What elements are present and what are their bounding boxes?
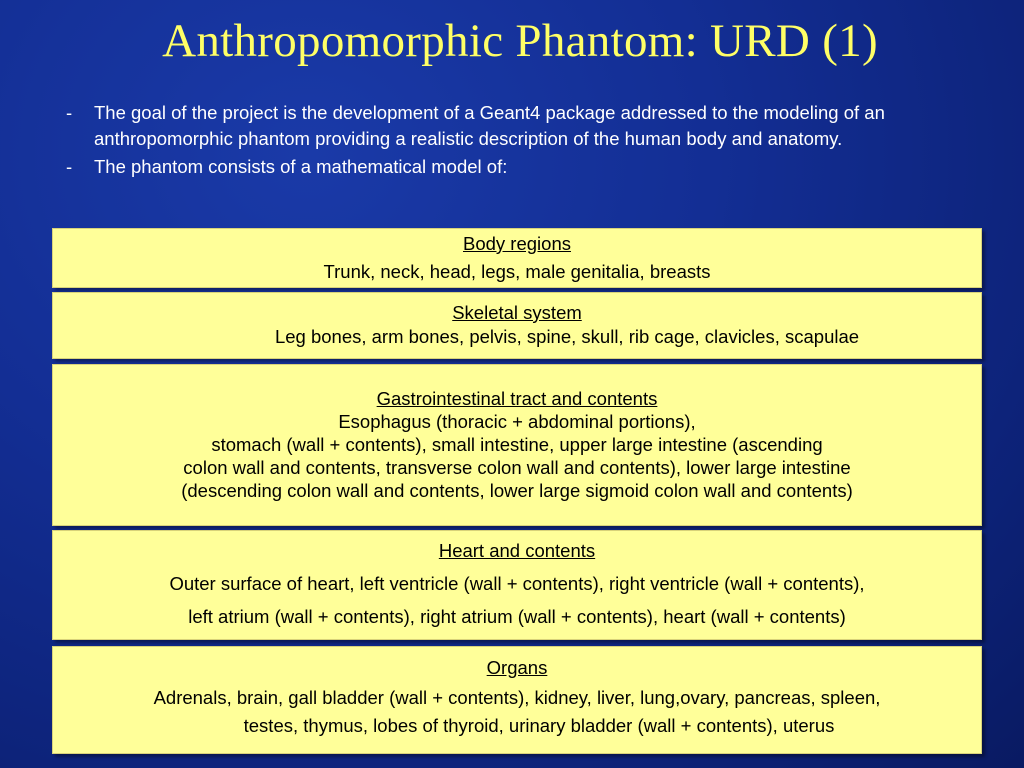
box-heading: Skeletal system xyxy=(452,302,582,323)
box-line: Esophagus (thoracic + abdominal portions), xyxy=(338,411,696,432)
bullet-item xyxy=(66,100,990,152)
box-heading: Body regions xyxy=(463,233,571,254)
bullet-text: The goal of the project is the development of a Geant4 package addressed to the modeling of an anthropomorphic phantom providing a realistic description of the human body and anatomy. xyxy=(94,102,885,149)
box-line: colon wall and contents, transverse colon wall and contents), lower large intestine xyxy=(183,457,851,478)
body-regions-box xyxy=(52,228,982,288)
box-line: Trunk, neck, head, legs, male genitalia, breasts xyxy=(323,261,711,282)
box-line: Leg bones, arm bones, pelvis, spine, skull, rib cage, clavicles, scapulae xyxy=(274,326,860,347)
box-line: testes, thymus, lobes of thyroid, urinary bladder (wall + contents), uterus xyxy=(243,715,835,736)
box-line: Outer surface of heart, left ventricle (wall + contents), right ventricle (wall + contents), xyxy=(169,573,865,594)
bullet-text: The phantom consists of a mathematical model of: xyxy=(94,156,508,177)
box-line: left atrium (wall + contents), right atrium (wall + contents), heart (wall + contents) xyxy=(188,606,846,627)
slide-title: Anthropomorphic Phantom: URD (1) xyxy=(162,15,878,67)
bullet-item xyxy=(66,154,990,180)
skeletal-system-box xyxy=(52,292,982,359)
bullet-dash: - xyxy=(66,156,73,177)
gastrointestinal-box xyxy=(52,364,982,526)
organs-box xyxy=(52,646,982,754)
box-line: (descending colon wall and contents, lower large sigmoid colon wall and contents) xyxy=(181,480,853,501)
box-line: Adrenals, brain, gall bladder (wall + contents), kidney, liver, lung,ovary, pancreas, spleen, xyxy=(153,687,881,708)
box-heading: Gastrointestinal tract and contents xyxy=(376,388,658,409)
box-heading: Heart and contents xyxy=(438,540,596,561)
box-line: stomach (wall + contents), small intestine, upper large intestine (ascending xyxy=(211,434,823,455)
bullet-dash: - xyxy=(66,102,73,123)
box-heading: Organs xyxy=(486,657,548,678)
heart-box xyxy=(52,530,982,640)
bullet-list xyxy=(30,100,990,180)
